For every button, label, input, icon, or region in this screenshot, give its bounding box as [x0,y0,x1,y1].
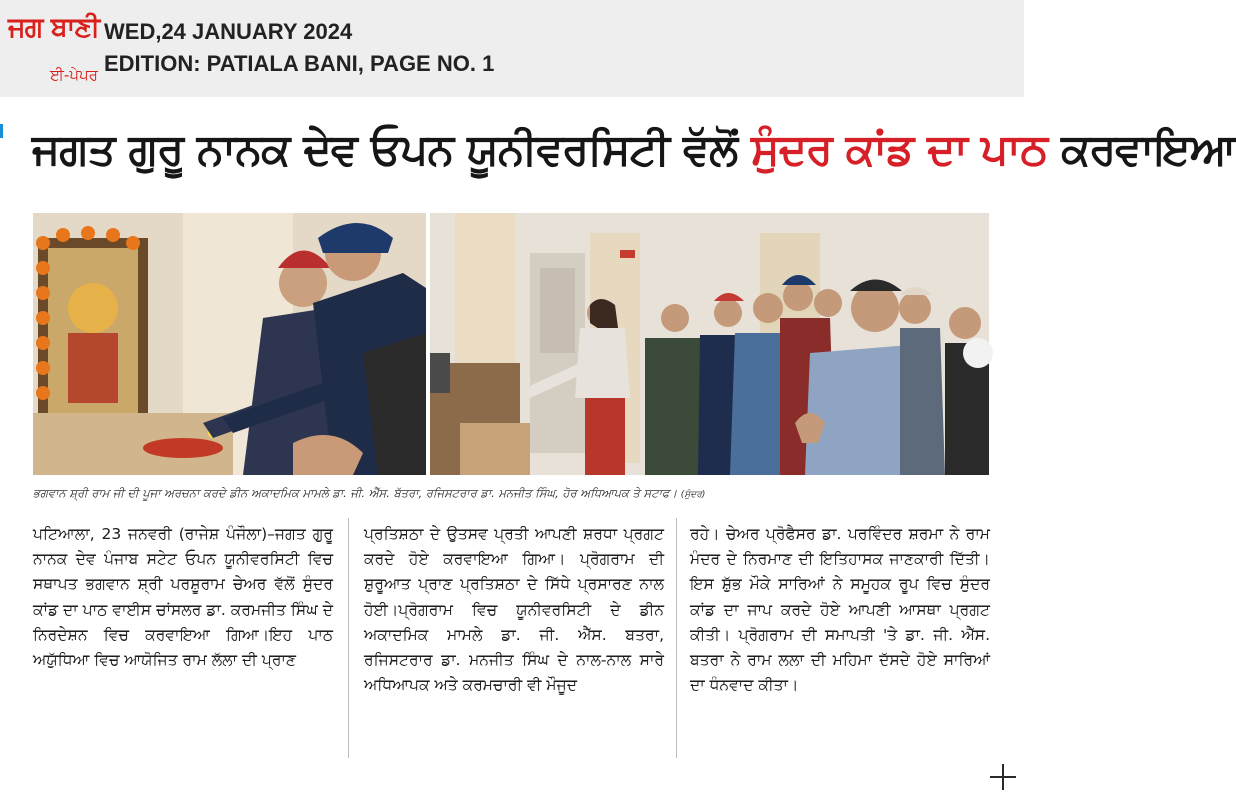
headline-part-tail: ਕਰਵਾਇਆ [1047,125,1236,175]
article-headline [32,110,1236,190]
logo-subtitle: ਈ-ਪੇਪਰ [50,66,98,84]
photo-gathering-illustration [430,213,989,475]
column-divider-1 [348,518,349,758]
column-divider-2 [676,518,677,758]
headline-part-red: ਸੁੰਦਰ ਕਾਂਡ ਦਾ ਪਾਠ [751,125,1048,175]
article-photos [33,213,989,475]
jagbani-logo[interactable] [8,12,100,92]
caption-text: ਭਗਵਾਨ ਸ਼੍ਰੀ ਰਾਮ ਜੀ ਦੀ ਪੂਜਾ ਅਰਚਨਾ ਕਰਦੇ ਡੀਨ ਅਕਾਦਮਿਕ ਮਾਮਲੇ ਡਾ. ਜੀ. ਐੱਸ. ਬੱਤਰਾ, ਰਜਿਸਟਰਾਰ ਡਾ. ਮਨਜੀਤ ਸਿੰਘ, ਹੋਰ ਅਧਿਆਪਕ ਤੇ ਸਟਾਫ। [33,486,678,500]
photo-worship-illustration [33,213,426,475]
edition-info [104,16,494,80]
article-column-3: ਰਹੇ। ਚੇਅਰ ਪ੍ਰੋਫੈਸਰ ਡਾ. ਪਰਵਿੰਦਰ ਸ਼ਰਮਾ ਨੇ ਰਾਮ ਮੰਦਰ ਦੇ ਨਿਰਮਾਣ ਦੀ ਇਤਿਹਾਸਕ ਜਾਣਕਾਰੀ ਦਿੱਤੀ। ਇਸ ਸ਼ੁੱਭ ਮੌਕੇ ਸਾਰਿਆਂ ਨੇ ਸਮੂਹਕ ਰੂਪ ਵਿਚ ਸੁੰਦਰ ਕਾਂਡ ਦਾ ਜਾਪ ਕਰਦੇ ਹੋਏ ਆਪਣੀ ਆਸਥਾ ਪ੍ਰਗਟ ਕੀਤੀ। ਪ੍ਰੋਗਰਾਮ ਦੀ ਸਮਾਪਤੀ 'ਤੇ ਡਾ. ਜੀ. ਐੱਸ. ਬਤਰਾ ਨੇ ਰਾਮ ਲਲਾ ਦੀ ਮਹਿਮਾ ਦੱਸਦੇ ਹੋਏ ਸਾਰਿਆਂ ਦਾ ਧੰਨਵਾਦ ਕੀਤਾ। [690,525,990,695]
article-column-1: ਪਟਿਆਲਾ, 23 ਜਨਵਰੀ (ਰਾਜੇਸ਼ ਪੰਜੌਲਾ)–ਜਗਤ ਗੁਰੂ ਨਾਨਕ ਦੇਵ ਪੰਜਾਬ ਸਟੇਟ ਓਪਨ ਯੂਨੀਵਰਸਿਟੀ ਵਿਚ ਸਥਾਪਤ ਭਗਵਾਨ ਸ਼੍ਰੀ ਪਰਸ਼ੂਰਾਮ ਚੇਅਰ ਵੱਲੋਂ ਸੁੰਦਰ ਕਾਂਡ ਦਾ ਪਾਠ ਵਾਈਸ ਚਾਂਸਲਰ ਡਾ. ਕਰਮਜੀਤ ਸਿੰਘ ਦੇ ਨਿਰਦੇਸ਼ਨ ਵਿਚ ਕਰਵਾਇਆ ਗਿਆ।ਇਹ ਪਾਠ ਅਯੁੱਧਿਆ ਵਿਚ ਆਯੋਜਿਤ ਰਾਮ ਲੱਲਾ ਦੀ ਪ੍ਰਾਣ [33,525,333,670]
epaper-masthead [0,0,1024,97]
photo-caption [33,486,993,508]
photo-credit: (ਸੁੰਦਰ) [680,490,706,500]
headline-part-black: ਜਗਤ ਗੁਰੂ ਨਾਨਕ ਦੇਵ ਓਪਨ ਯੂਨੀਵਰਸਿਟੀ ਵੱਲੋਂ [32,125,751,175]
article-column-2: ਪ੍ਰਤਿਸ਼ਠਾ ਦੇ ਉਤਸਵ ਪ੍ਰਤੀ ਆਪਣੀ ਸ਼ਰਧਾ ਪ੍ਰਗਟ ਕਰਦੇ ਹੋਏ ਕਰਵਾਇਆ ਗਿਆ। ਪ੍ਰੋਗਰਾਮ ਦੀ ਸ਼ੁਰੂਆਤ ਪ੍ਰਾਣ ਪ੍ਰਤਿਸ਼ਠਾ ਦੇ ਸਿੱਧੇ ਪ੍ਰਸਾਰਣ ਨਾਲ ਹੋਈ।ਪ੍ਰੋਗਰਾਮ ਵਿਚ ਯੂਨੀਵਰਸਿਟੀ ਦੇ ਡੀਨ ਅਕਾਦਮਿਕ ਮਾਮਲੇ ਡਾ. ਜੀ. ਐੱਸ. ਬਤਰਾ, ਰਜਿਸਟਰਾਰ ਡਾ. ਮਨਜੀਤ ਸਿੰਘ ਦੇ ਨਾਲ-ਨਾਲ ਸਾਰੇ ਅਧਿਆਪਕ ਅਤੇ ਕਰਮਚਾਰੀ ਵੀ ਮੌਜੂਦ [364,525,664,695]
logo-wordmark: ਜਗ ਬਾਣੀ [8,12,100,43]
photo-staff-gathering [430,213,989,475]
clip-edge-marker [0,124,3,138]
edition-name-page: EDITION: PATIALA BANI, PAGE NO. 1 [104,51,495,76]
photo-worship-at-altar [33,213,426,475]
zoom-plus-icon[interactable] [990,764,1016,790]
edition-date: WED,24 JANUARY 2024 [104,19,353,44]
